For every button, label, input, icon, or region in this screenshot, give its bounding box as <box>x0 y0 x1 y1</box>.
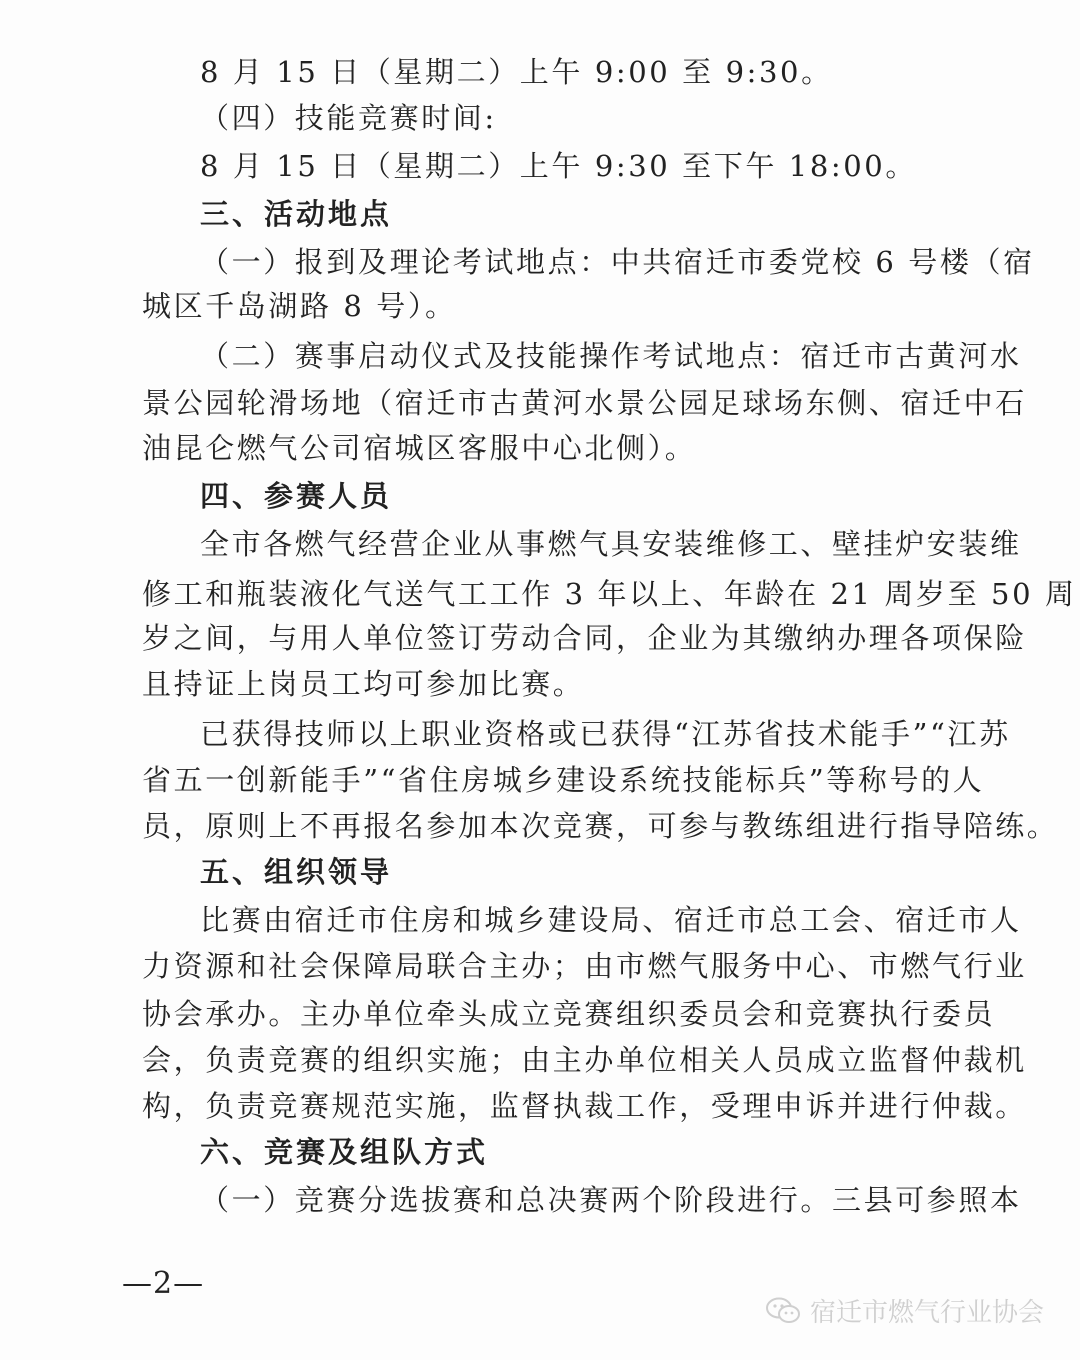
text-line: 省五一创新能手”“省住房城乡建设系统技能标兵”等称号的人 <box>142 763 985 797</box>
section-heading-5: 五、组织领导 <box>200 855 393 889</box>
text-line: 比赛由宿迁市住房和城乡建设局、宿迁市总工会、宿迁市人 <box>200 903 1022 937</box>
text-line: 构，负责竞赛规范实施，监督执裁工作，受理申诉并进行仲裁。 <box>142 1089 1027 1123</box>
text-line: 已获得技师以上职业资格或已获得“江苏省技术能手”“江苏 <box>200 717 1011 751</box>
text-line: （一）竞赛分选拔赛和总决赛两个阶段进行。三县可参照本 <box>200 1183 1022 1217</box>
watermark-text: 宿迁市燃气行业协会 <box>809 1298 1044 1328</box>
text-line: 8 月 15 日（星期二）上午 9:00 至 9:30。 <box>200 55 833 89</box>
text-line: 会，负责竞赛的组织实施；由主办单位相关人员成立监督仲裁机 <box>142 1043 1027 1077</box>
text-line: 城区千岛湖路 8 号）。 <box>142 289 457 323</box>
section-heading-4: 四、参赛人员 <box>200 479 393 513</box>
text-line: 全市各燃气经营企业从事燃气具安装维修工、壁挂炉安装维 <box>200 527 1022 561</box>
watermark <box>766 1292 1044 1329</box>
subheading: （四）技能竞赛时间: <box>200 101 497 135</box>
text-line: 力资源和社会保障局联合主办；由市燃气服务中心、市燃气行业 <box>142 949 1027 983</box>
text-line: （二）赛事启动仪式及技能操作考试地点：宿迁市古黄河水 <box>200 339 1022 373</box>
text-line: 油昆仑燃气公司宿城区客服中心北侧）。 <box>142 431 697 465</box>
text-line: 员，原则上不再报名参加本次竞赛，可参与教练组进行指导陪练。 <box>142 809 1059 843</box>
text-line: 景公园轮滑场地（宿迁市古黄河水景公园足球场东侧、宿迁中石 <box>142 386 1027 420</box>
text-line: 岁之间，与用人单位签订劳动合同，企业为其缴纳办理各项保险 <box>142 621 1027 655</box>
text-line: 8 月 15 日（星期二）上午 9:30 至下午 18:00。 <box>200 149 917 183</box>
page-number: —2— <box>122 1266 205 1301</box>
section-heading-6: 六、竞赛及组队方式 <box>200 1135 489 1169</box>
text-line: 协会承办。主办单位牵头成立竞赛组织委员会和竞赛执行委员 <box>142 997 996 1031</box>
section-heading-3: 三、活动地点 <box>200 197 393 231</box>
wechat-icon <box>766 1297 802 1325</box>
text-line: 且持证上岗员工均可参加比赛。 <box>142 667 585 701</box>
text-line: （一）报到及理论考试地点：中共宿迁市委党校 6 号楼（宿 <box>200 245 1035 279</box>
text-line: 修工和瓶装液化气送气工工作 3 年以上、年龄在 21 周岁至 50 周 <box>142 577 1077 611</box>
